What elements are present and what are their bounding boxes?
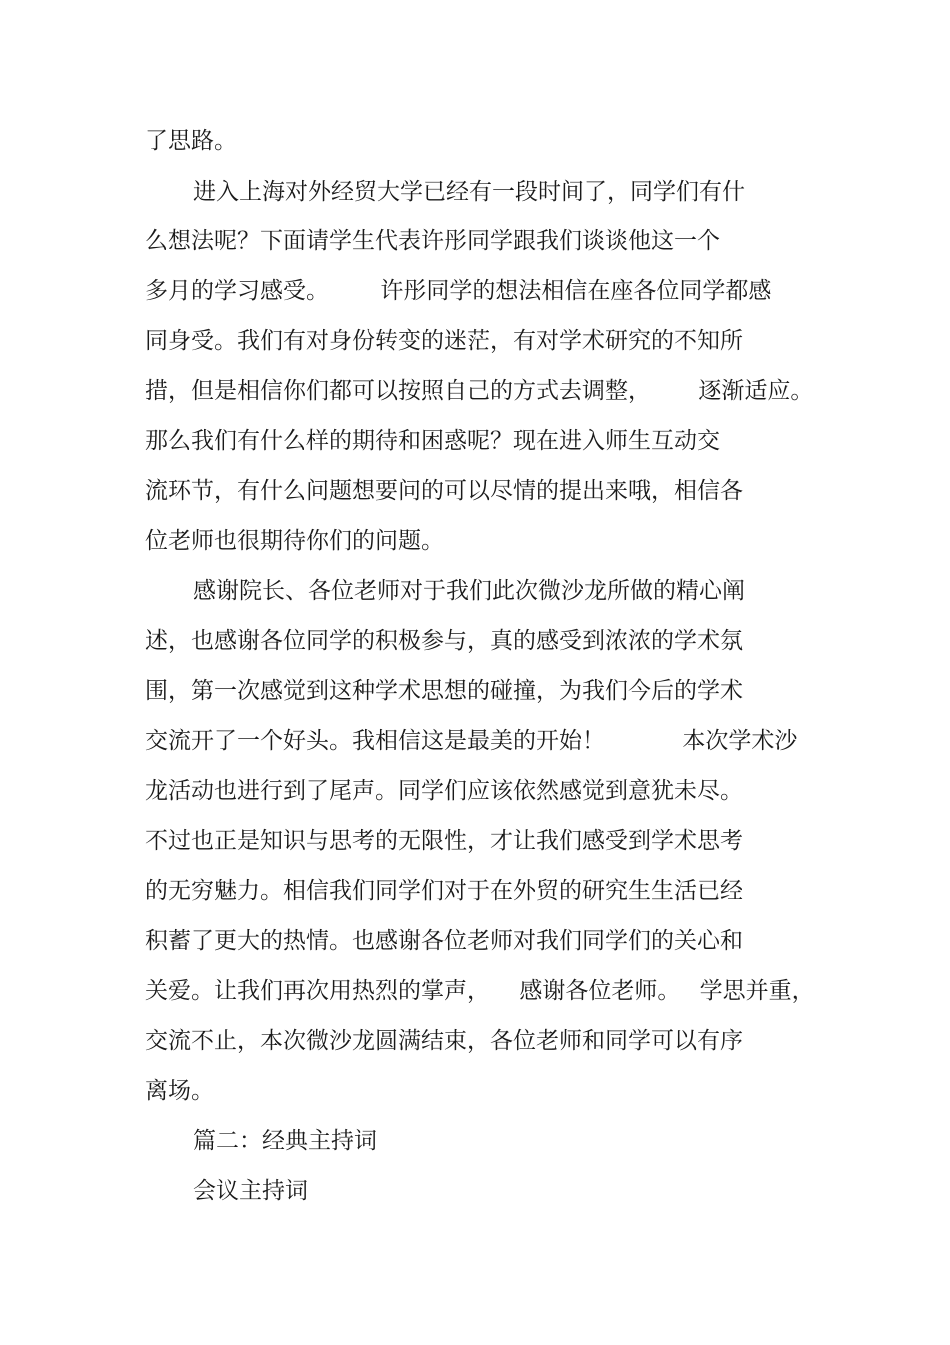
text-line-14 [145, 774, 743, 808]
text-line-1 [145, 124, 237, 158]
text-segment: 篇二：经典主持词 [193, 1128, 377, 1154]
section-heading [193, 1124, 377, 1158]
text-segment: 离场。 [145, 1078, 214, 1104]
text-segment: 述，也感谢各位同学的积极参与，真的感受到浓浓的学术氛 [145, 628, 743, 654]
text-line-2 [193, 175, 745, 209]
text-segment: 交流开了一个好头。我相信这是最美的开始！ [145, 728, 605, 754]
text-segment: 感谢各位老师。 [519, 978, 681, 1004]
text-segment: 么想法呢？下面请学生代表许彤同学跟我们谈谈他这一个 [145, 228, 720, 254]
text-segment: 多月的学习感受。 [145, 278, 329, 304]
text-segment: 关爱。让我们再次用热烈的掌声， [145, 978, 490, 1004]
text-line-6 [145, 374, 813, 408]
text-line-16 [145, 874, 743, 908]
text-line-4 [145, 274, 771, 308]
text-segment: 积蓄了更大的热情。也感谢各位老师对我们同学们的关心和 [145, 928, 743, 954]
text-line-9 [145, 524, 444, 558]
text-segment: 逐渐适应。 [698, 378, 814, 404]
text-line-12 [145, 674, 743, 708]
text-segment: 龙活动也进行到了尾声。同学们应该依然感觉到意犹未尽。 [145, 778, 743, 804]
text-segment: 流环节，有什么问题想要问的可以尽情的提出来哦，相信各 [145, 478, 743, 504]
text-line-17 [145, 924, 743, 958]
text-segment: 感谢院长、各位老师对于我们此次微沙龙所做的精心阐 [193, 578, 745, 604]
text-line-3 [145, 224, 720, 258]
text-segment: 会议主持词 [193, 1178, 308, 1204]
text-segment: 本次学术沙 [682, 728, 798, 754]
text-line-11 [145, 624, 743, 658]
text-segment: 围，第一次感觉到这种学术思想的碰撞，为我们今后的学术 [145, 678, 743, 704]
text-segment: 交流不止，本次微沙龙圆满结束，各位老师和同学可以有序 [145, 1028, 743, 1054]
text-segment: 学思并重， [699, 978, 815, 1004]
text-segment: 许彤同学的想法相信在座各位同学都感 [380, 278, 772, 304]
text-segment: 进入上海对外经贸大学已经有一段时间了，同学们有什 [193, 179, 745, 205]
text-line-15 [145, 824, 743, 858]
text-segment: 那么我们有什么样的期待和困惑呢？现在进入师生互动交 [145, 428, 720, 454]
text-line-13 [145, 724, 797, 758]
text-segment: 措，但是相信你们都可以按照自己的方式去调整， [145, 378, 651, 404]
text-line-5 [145, 324, 743, 358]
text-segment: 位老师也很期待你们的问题。 [145, 528, 444, 554]
text-line-10 [193, 574, 745, 608]
text-line-19 [145, 1024, 743, 1058]
subsection-heading [193, 1174, 308, 1208]
text-line-20 [145, 1074, 214, 1108]
text-line-8 [145, 474, 743, 508]
text-line-18 [145, 974, 815, 1008]
text-segment: 的无穷魅力。相信我们同学们对于在外贸的研究生生活已经 [145, 878, 743, 904]
text-line-7 [145, 424, 720, 458]
text-segment: 不过也正是知识与思考的无限性，才让我们感受到学术思考 [145, 828, 743, 854]
text-segment: 了思路。 [145, 128, 237, 154]
text-segment: 同身受。我们有对身份转变的迷茫，有对学术研究的不知所 [145, 328, 743, 354]
